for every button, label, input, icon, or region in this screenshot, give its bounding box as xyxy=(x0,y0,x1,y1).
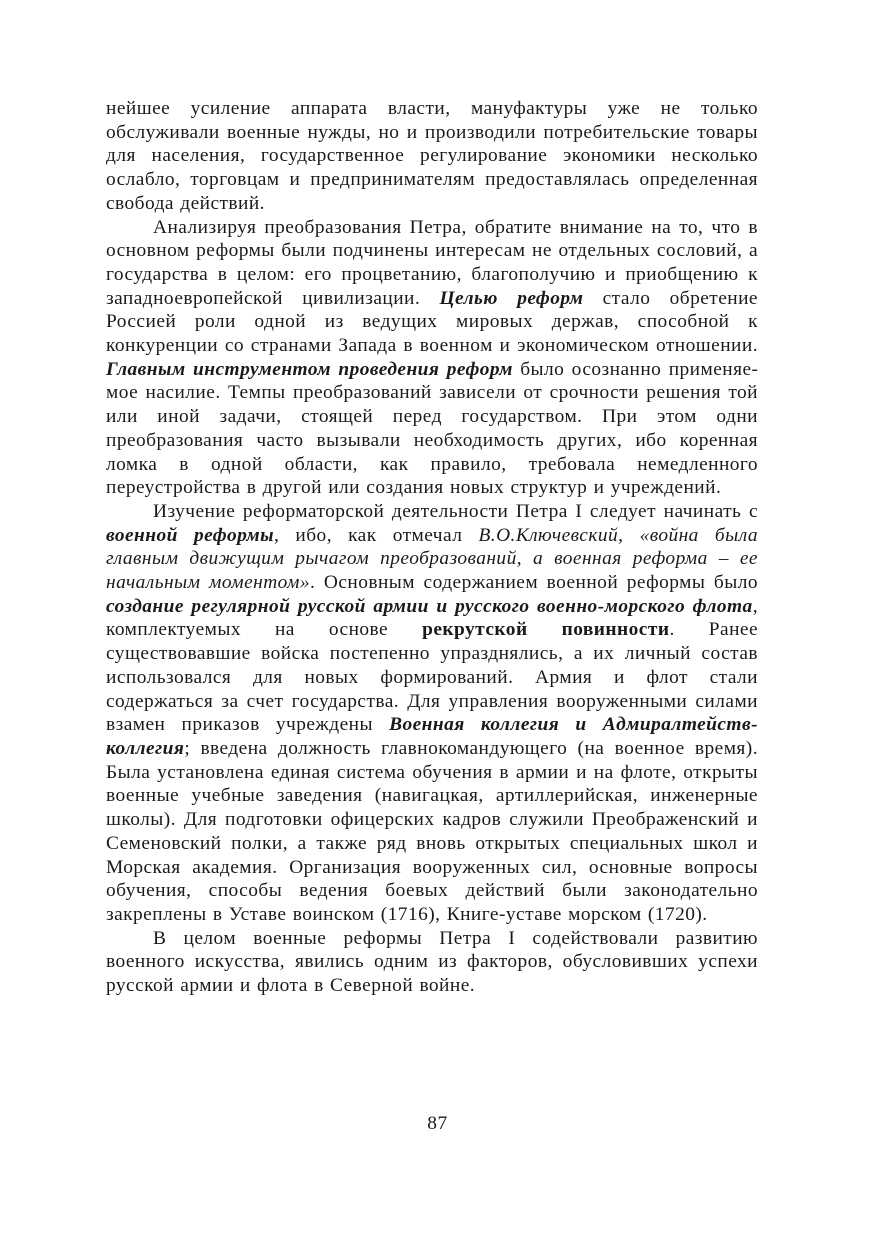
text-segment: ; введена должность главнокомандующего (на военное время). Была установлена единая система обучения в армии и на флоте, открыты военные учебные заведения (навигацкая, артиллерийская, инженерные школы). Для подготовки офицерских кадров служили Преображенский и Семеновский полки, а также ряд вновь открытых специальных школ и Морская академия. Организация вооруженных сил, основные вопросы обучения, способы ведения боевых действий были законодательно закреплены в Уставе воинском (1716), Книге-уставе морском (1720). xyxy=(106,737,758,925)
paragraph-4 xyxy=(106,927,758,998)
paragraph-2 xyxy=(106,216,758,500)
text-segment: . Основным содержанием военной реформы было xyxy=(310,572,758,594)
text-segment: нейшее усиление аппарата власти, мануфактуры уже не только обслуживали военные нужды, но и производили потребительские товары для населения, государственное регулирование экономики несколько ослабло, торговцам и предпринимателям предоставлялась определенная свобода действий. xyxy=(106,98,758,214)
emphasis-text: военной реформы xyxy=(106,524,274,546)
page-body xyxy=(106,97,758,998)
text-segment: Анализируя преобразования Петра, обратите внимание на то, что в основном реформы были подчинены интересам не отдельных сословий, а государства в целом: его процветанию, благополучию и приобщению к западноевропейской цивилизации. xyxy=(106,216,758,309)
text-segment: , ибо, как отмечал xyxy=(274,524,479,546)
emphasis-text: Военная коллегия и Адмиралтейств-коллегия xyxy=(106,714,758,759)
emphasis-text: создание регулярной русской армии и русского военно-морского флота xyxy=(106,595,753,617)
emphasis-text: Целью реформ xyxy=(439,287,584,309)
text-segment: стало обретение Россией роли одной из ведущих мировых держав, способной к конкуренции со странами Запада в военном и экономическом отношении. xyxy=(106,287,758,357)
quotation-text: В.О.Ключевский, «война была главным движущим рычагом преобразований, а военная реформа – ее начальным моментом» xyxy=(106,524,759,594)
bold-term: рекрутской повинности xyxy=(422,619,670,641)
emphasis-text: Главным инструментом проведения реформ xyxy=(106,358,513,380)
page-number: 87 xyxy=(427,1113,448,1134)
text-segment: . Ранее существовавшие войска постепенно упразднялись, а их личный состав использовался для новых формирований. Армия и флот стали содержаться за счет государства. Для управления вооруженными силами взамен приказов учреждены xyxy=(106,619,759,736)
text-segment: , комплектуемых на основе xyxy=(106,595,758,641)
paragraph-1 xyxy=(106,97,758,216)
text-segment: было осознанно применяемое насилие. Темпы преобразований зависели от срочности решения той или иной задачи, стоящей перед государством. При этом одни преобразования часто вызывали необходимость других, ибо коренная ломка в одной области, как правило, требовала немедленного переустройства в другой или создания новых структур и учреждений. xyxy=(106,358,758,499)
text-segment: В целом военные реформы Петра I содействовали развитию военного искусства, явились одним из факторов, обусловивших успехи русской армии и флота в Северной войне. xyxy=(106,927,758,997)
text-segment: Изучение реформаторской деятельности Петра I следует начинать с xyxy=(153,500,758,522)
paragraph-3 xyxy=(106,500,758,927)
